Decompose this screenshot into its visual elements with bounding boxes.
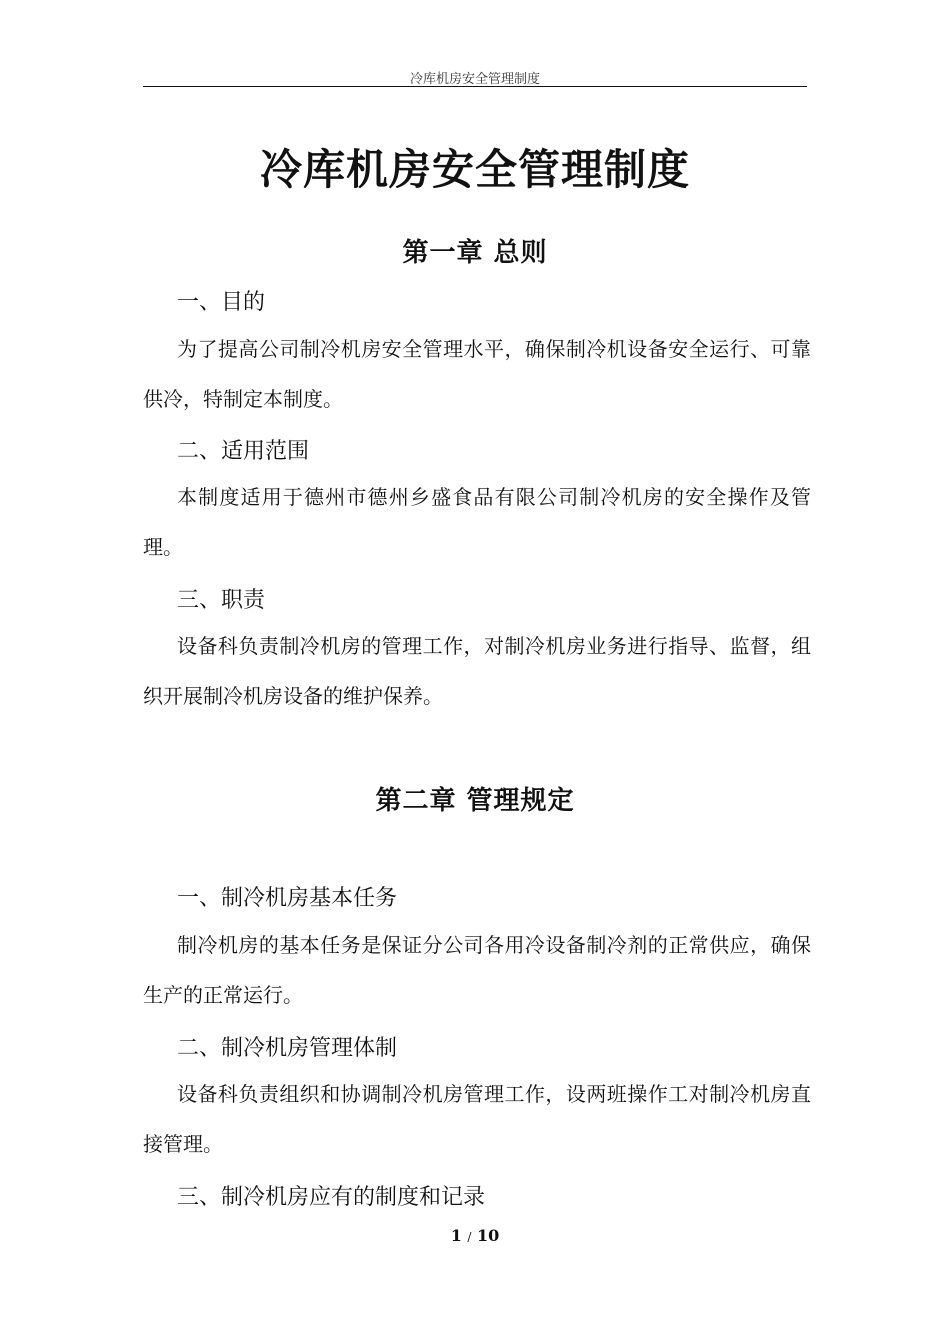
- section-rules-records-heading: 三、制冷机房应有的制度和记录: [177, 1185, 486, 1210]
- section-basic-tasks-heading: 一、制冷机房基本任务: [177, 886, 398, 911]
- section-basic-tasks-text: 制冷机房的基本任务是保证分公司各用冷设备制冷剂的正常供应，确保生产的正常运行。: [143, 933, 811, 1007]
- document-title: 冷库机房安全管理制度: [259, 145, 690, 194]
- section-duties-heading: 三、职责: [177, 588, 266, 613]
- section-management-system-heading: 二、制冷机房管理体制: [177, 1036, 398, 1061]
- section-management-system-text: 设备科负责组织和协调制冷机房管理工作，设两班操作工对制冷机房直接管理。: [143, 1082, 811, 1156]
- running-header: 冷库机房安全管理制度: [409, 72, 540, 87]
- current-page: 1: [450, 1226, 462, 1245]
- section-purpose-text: 为了提高公司制冷机房安全管理水平，确保制冷机设备安全运行、可靠供冷，特制定本制度。: [143, 337, 811, 411]
- total-pages: 10: [477, 1226, 500, 1245]
- section-duties-text: 设备科负责制冷机房的管理工作，对制冷机房业务进行指导、监督，组织开展制冷机房设备的维护保养。: [143, 634, 811, 708]
- section-scope-text: 本制度适用于德州市德州乡盛食品有限公司制冷机房的安全操作及管理。: [143, 485, 811, 559]
- chapter-1-heading: 第一章 总则: [402, 238, 548, 268]
- page-number: [143, 1226, 807, 1245]
- header-divider: [143, 86, 807, 87]
- section-purpose-heading: 一、目的: [177, 290, 266, 315]
- chapter-2-heading: 第二章 管理规定: [375, 786, 575, 816]
- page-separator: /: [467, 1230, 472, 1244]
- section-scope-heading: 二、适用范围: [177, 439, 310, 464]
